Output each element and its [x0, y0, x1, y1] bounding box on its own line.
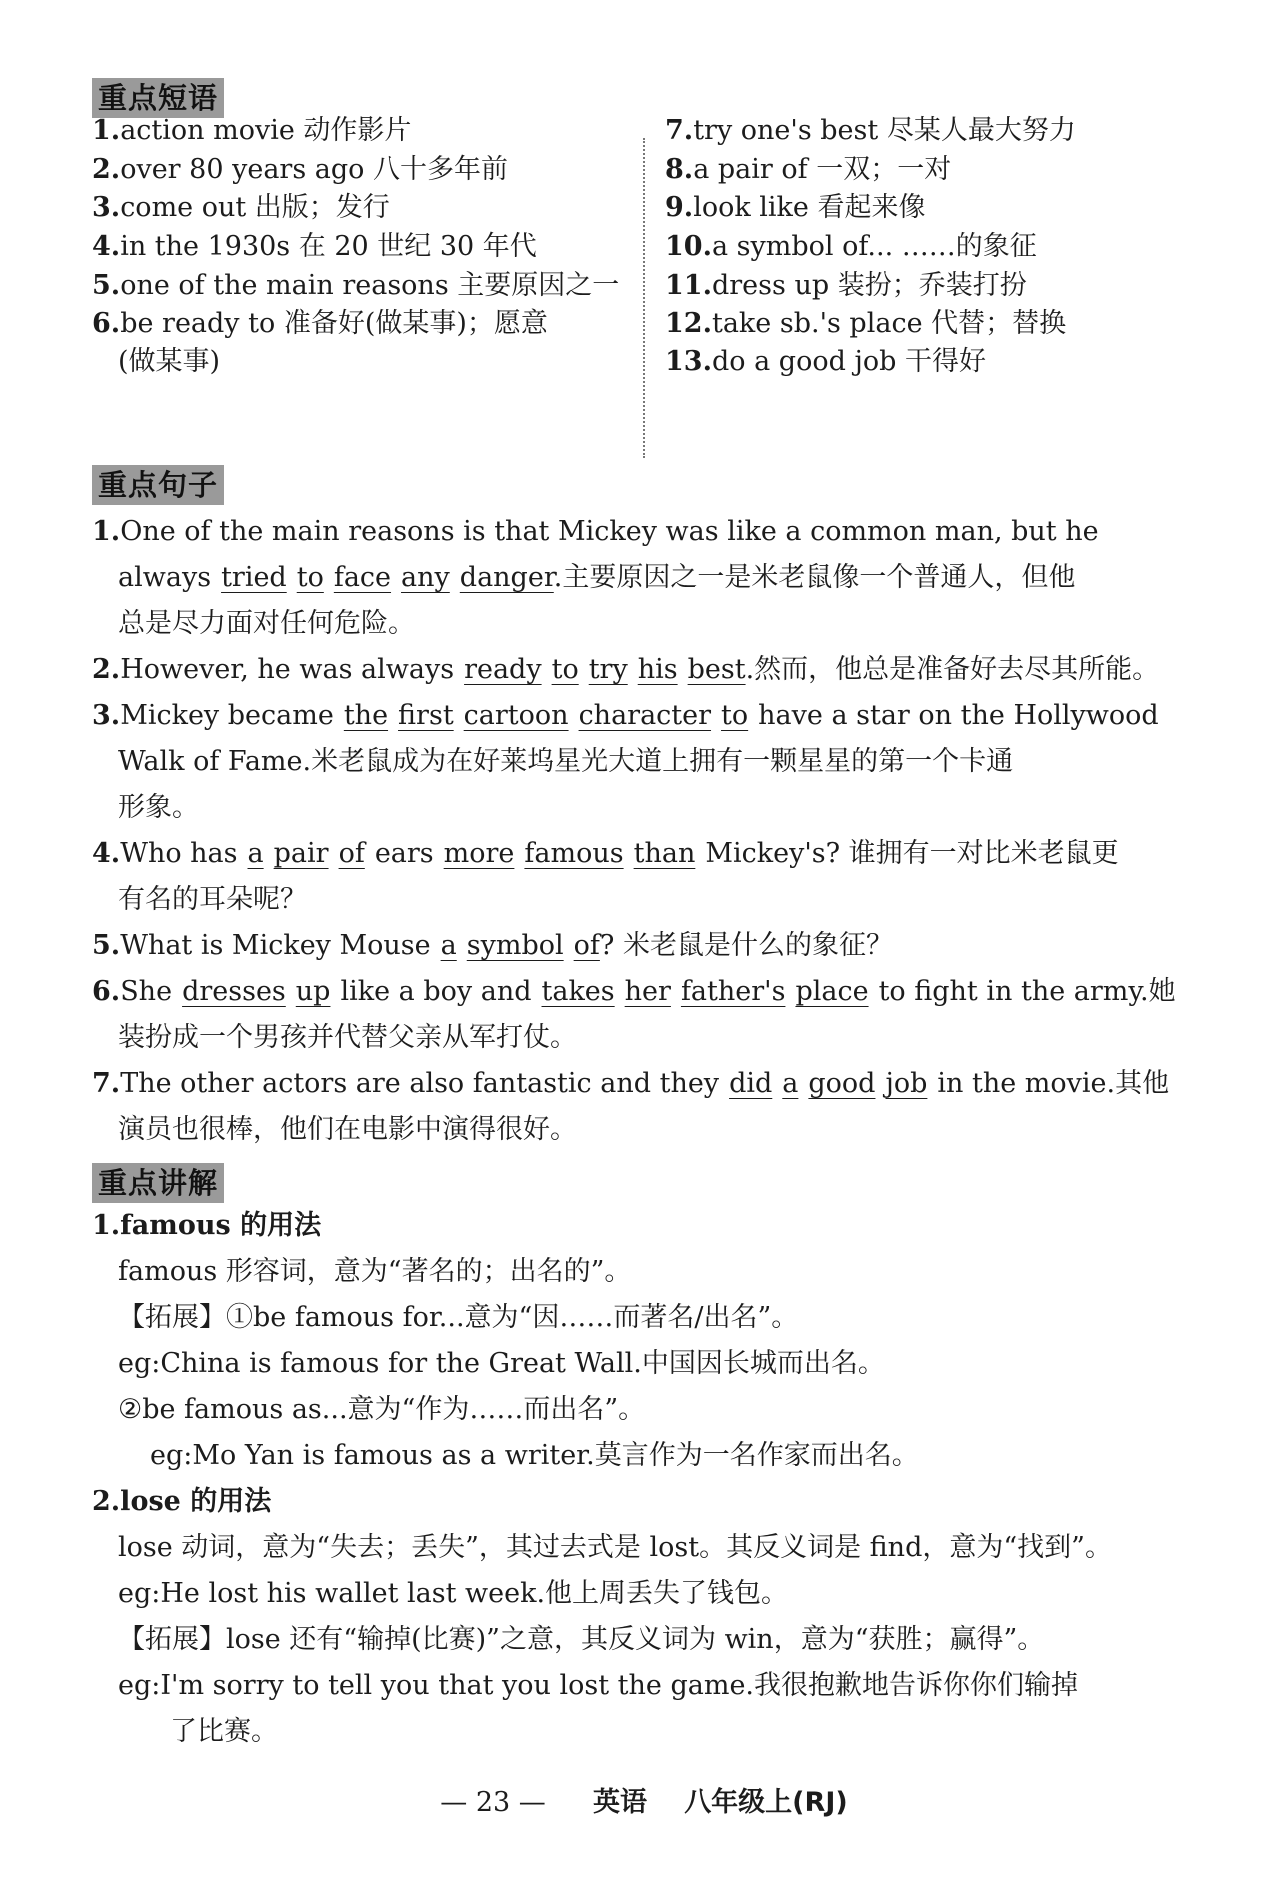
explain-line: 了比赛。 [170, 1716, 278, 1747]
page-footer [0, 1785, 1288, 1821]
sentence-line: always tried to face any danger.主要原因之一是米老鼠像一个普通人，但他 [118, 562, 1076, 593]
phrases-section-title: 重点短语 [92, 78, 224, 118]
phrase-item: 2.over 80 years ago 八十多年前 [92, 154, 508, 185]
column-divider [643, 138, 645, 458]
phrase-item: 5.one of the main reasons 主要原因之一 [92, 270, 620, 301]
sentence-line: 1.One of the main reasons is that Mickey was like a common man, but he [92, 516, 1099, 547]
sentence-line: 3.Mickey became the first cartoon character to have a star on the Hollywood [92, 700, 1159, 731]
grade-label: 八年级上(RJ) [684, 1787, 848, 1818]
explain-line: eg:He lost his wallet last week.他上周丢失了钱包。 [118, 1578, 789, 1609]
explain-heading-famous: 1.famous 的用法 [92, 1210, 322, 1241]
phrase-item: 3.come out 出版；发行 [92, 192, 390, 223]
phrase-item: 11.dress up 装扮；乔装打扮 [665, 270, 1027, 301]
sentence-line: 总是尽力面对任何危险。 [118, 608, 415, 639]
explain-heading-lose: 2.lose 的用法 [92, 1486, 272, 1517]
sentences-section-title: 重点句子 [92, 465, 224, 505]
explain-line: 【拓展】lose 还有“输掉(比赛)”之意，其反义词为 win，意为“获胜；赢得”。 [118, 1624, 1045, 1655]
explain-line: eg:China is famous for the Great Wall.中国因长城而出名。 [118, 1348, 885, 1379]
phrase-item: 10.a symbol of... ……的象征 [665, 231, 1037, 262]
sentence-line: Walk of Fame.米老鼠成为在好莱坞星光大道上拥有一颗星星的第一个卡通 [118, 746, 1014, 777]
phrase-item: 7.try one's best 尽某人最大努力 [665, 115, 1076, 146]
phrase-item: 8.a pair of 一双；一对 [665, 154, 952, 185]
phrase-item-continued: (做某事) [118, 346, 221, 377]
explain-line: lose 动词，意为“失去；丢失”，其过去式是 lost。其反义词是 find，意为“找到”。 [118, 1532, 1112, 1563]
page-number: — 23 — [440, 1787, 546, 1818]
explain-line: famous 形容词，意为“著名的；出名的”。 [118, 1256, 632, 1287]
explain-line: 【拓展】①be famous for...意为“因……而著名/出名”。 [118, 1302, 799, 1333]
sentence-line: 2.However, he was always ready to try his best.然而，他总是准备好去尽其所能。 [92, 654, 1160, 685]
explain-line: eg:Mo Yan is famous as a writer.莫言作为一名作家而出名。 [150, 1440, 919, 1471]
phrase-item: 13.do a good job 干得好 [665, 346, 986, 377]
phrase-item: 1.action movie 动作影片 [92, 115, 412, 146]
explain-line: ②be famous as...意为“作为……而出名”。 [118, 1394, 646, 1425]
explain-line: eg:I'm sorry to tell you that you lost the game.我很抱歉地告诉你你们输掉 [118, 1670, 1079, 1701]
sentence-line: 7.The other actors are also fantastic and they did a good job in the movie.其他 [92, 1068, 1170, 1099]
sentence-line: 装扮成一个男孩并代替父亲从军打仗。 [118, 1022, 577, 1053]
sentence-line: 6.She dresses up like a boy and takes her father's place to fight in the army.她 [92, 976, 1176, 1007]
phrase-item: 12.take sb.'s place 代替；替换 [665, 308, 1067, 339]
sentence-line: 5.What is Mickey Mouse a symbol of? 米老鼠是什么的象征？ [92, 930, 893, 961]
sentence-line: 形象。 [118, 792, 199, 823]
phrase-item: 9.look like 看起来像 [665, 192, 926, 223]
sentence-line: 4.Who has a pair of ears more famous than Mickey's? 谁拥有一对比米老鼠更 [92, 838, 1119, 869]
sentence-line: 有名的耳朵呢？ [118, 884, 307, 915]
phrase-item: 4.in the 1930s 在 20 世纪 30 年代 [92, 231, 537, 262]
sentence-line: 演员也很棒，他们在电影中演得很好。 [118, 1114, 577, 1145]
phrase-item: 6.be ready to 准备好(做某事)；愿意 [92, 308, 548, 339]
subject-label: 英语 [593, 1787, 647, 1818]
explain-section-title: 重点讲解 [92, 1163, 224, 1203]
